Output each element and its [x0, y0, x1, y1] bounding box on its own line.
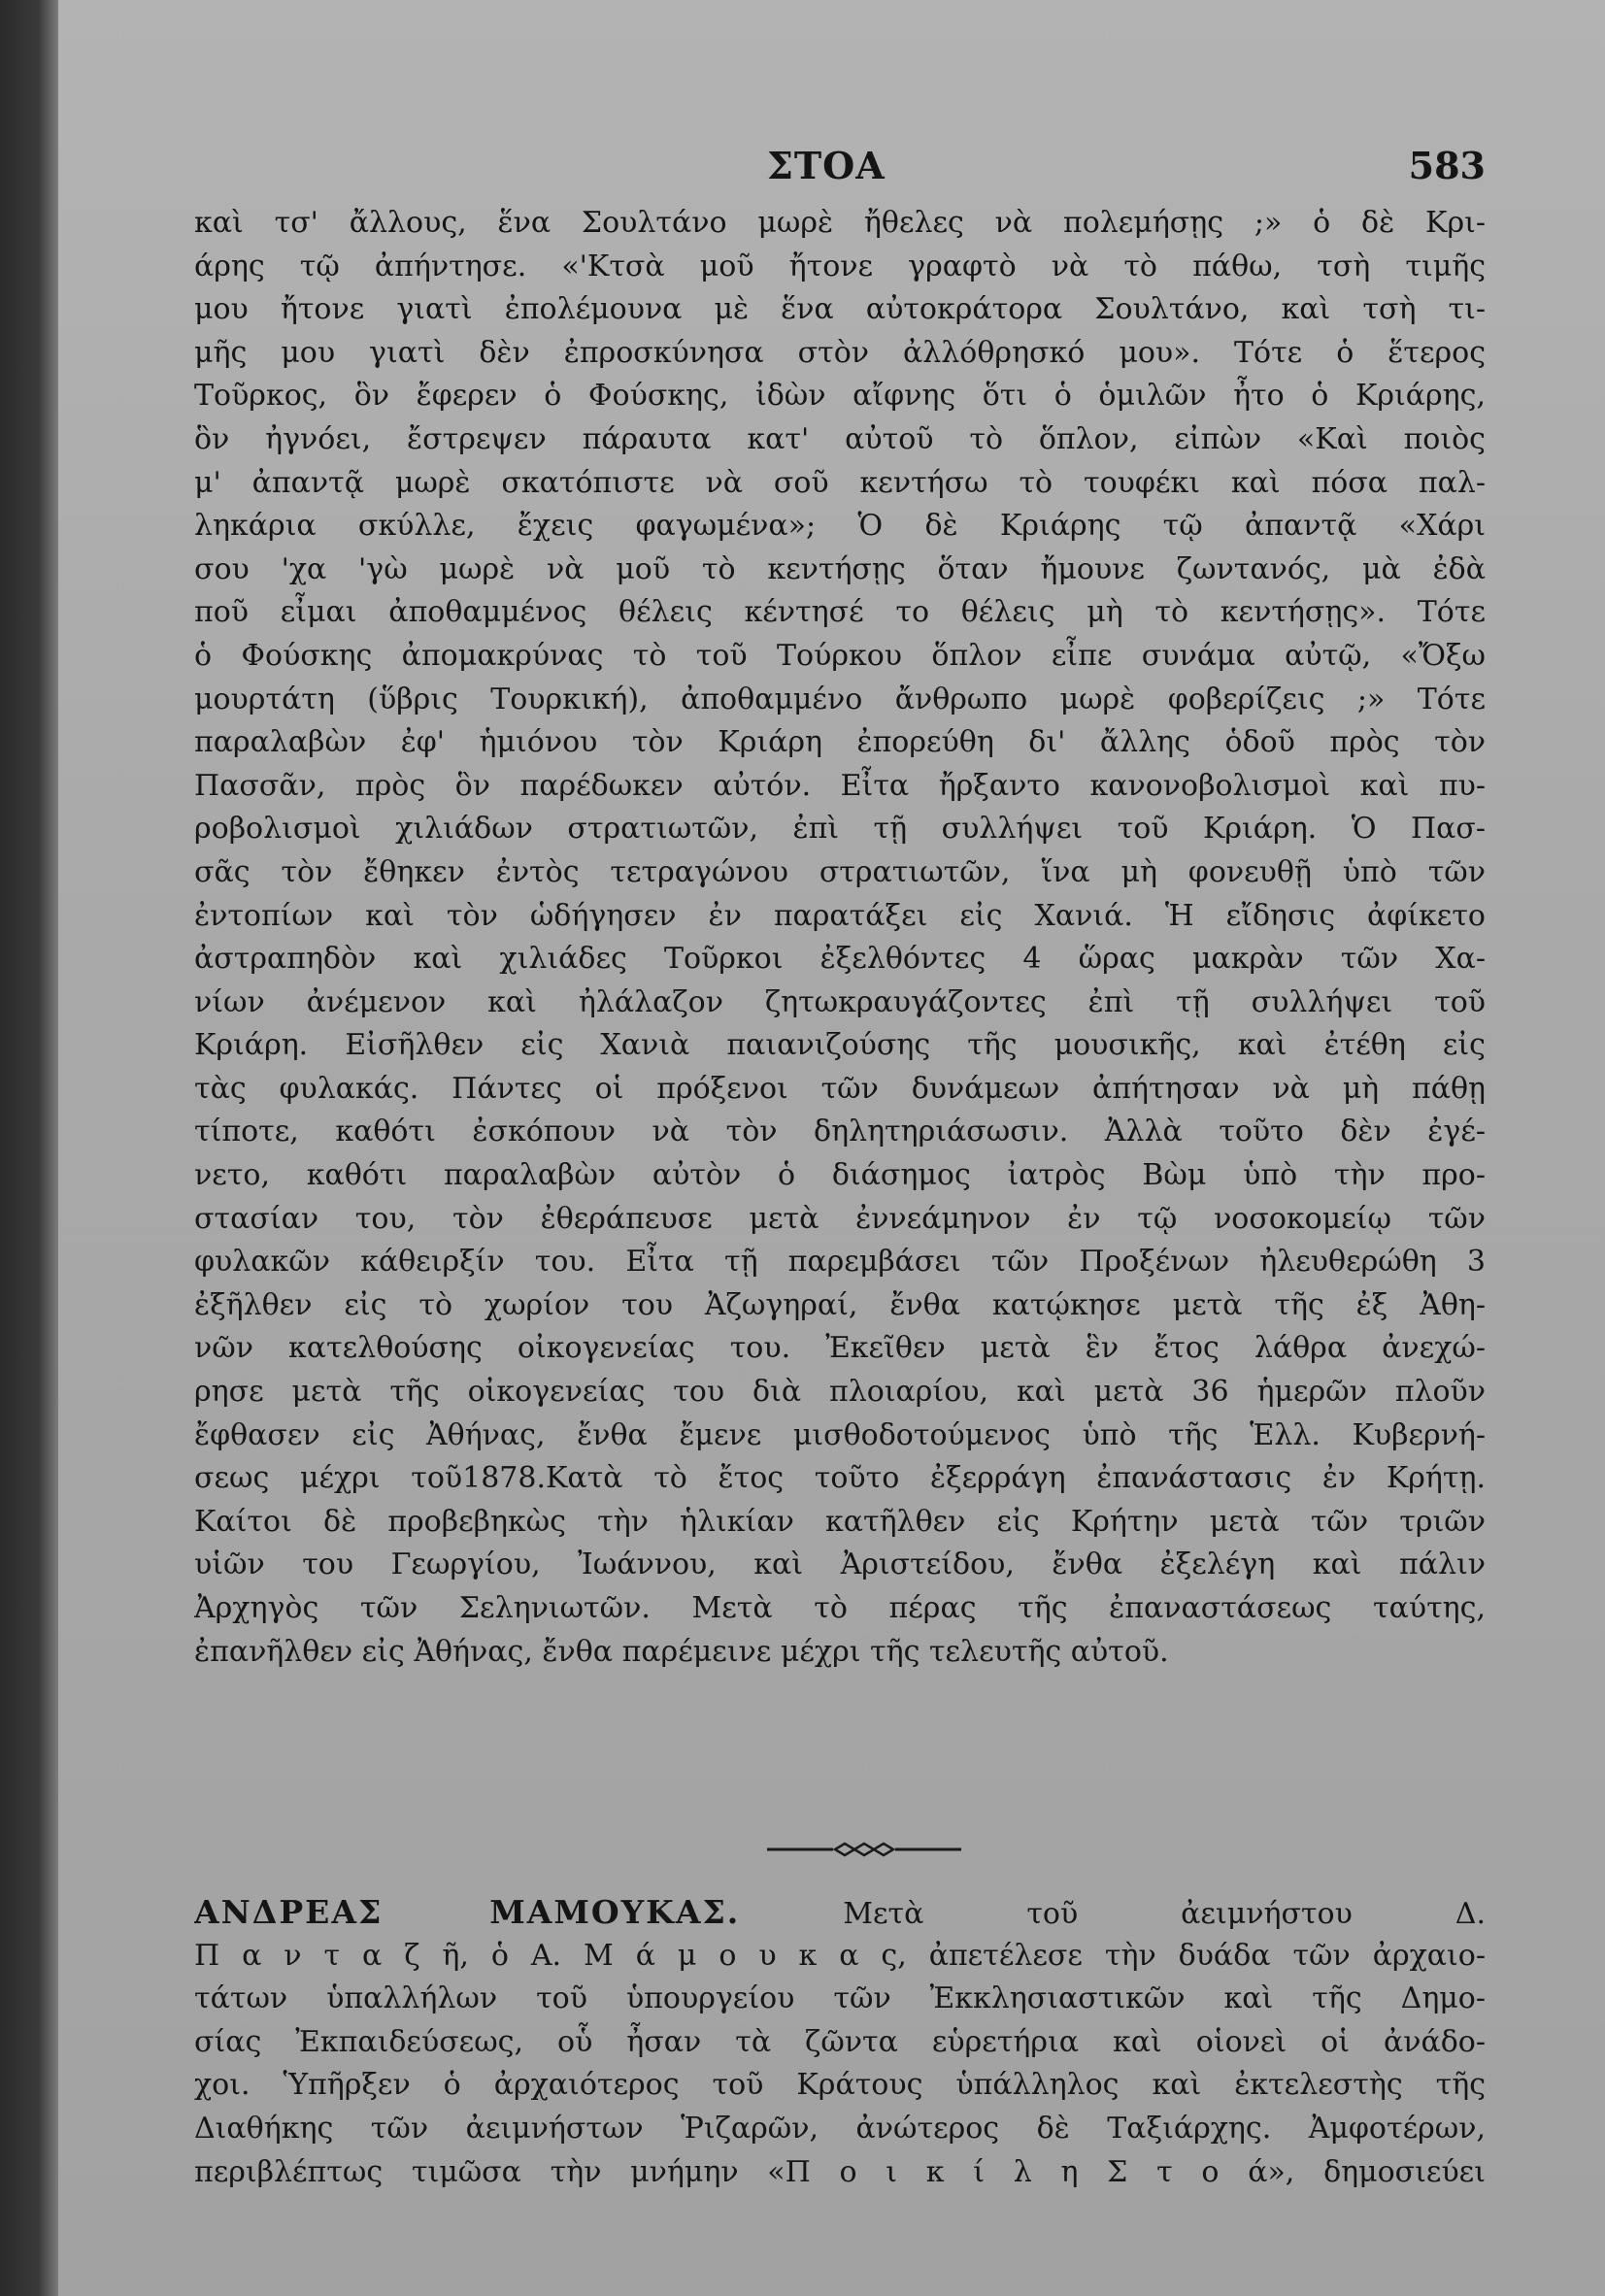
text-line: ληκάρια σκύλλε, ἔχεις φαγωμένα»; Ὁ δὲ Κριάρης τῷ ἀπαντᾷ «Χάρι — [194, 509, 1486, 544]
text-line: παραλαβὼν ἐφ' ἡμιόνου τὸν Κριάρη ἐπορεύθη δι' ἄλλης ὁδοῦ πρὸς τὸν — [194, 725, 1486, 760]
text-line: τάτων ὑπαλλήλων τοῦ ὑπουργείου τῶν Ἐκκλησιαστικῶν καὶ τῆς Δημο- — [194, 1981, 1486, 2016]
text-line: σᾶς τὸν ἔθηκεν ἐντὸς τετραγώνου στρατιωτῶν, ἵνα μὴ φονευθῇ ὑπὸ τῶν — [194, 854, 1486, 889]
running-header — [194, 144, 1486, 192]
text-line: σου 'χα 'γὼ μωρὲ νὰ μοῦ τὸ κεντήσῃς ὅταν ἤμουνε ζωντανός, μὰ ἐδὰ — [194, 551, 1486, 586]
text-line: σίας Ἐκπαιδεύσεως, οὗ ἦσαν τὰ ζῶντα εὑρετήρια καὶ οἱονεὶ οἱ ἀνάδο- — [194, 2024, 1486, 2059]
text-line: ὁ Φούσκης ἀπομακρύνας τὸ τοῦ Τούρκου ὅπλον εἶπε συνάμα αὐτῷ, «Ὄξω — [194, 638, 1486, 673]
text-line: ρησε μετὰ τῆς οἰκογενείας του διὰ πλοιαρίου, καὶ μετὰ 36 ἡμερῶν πλοῦν — [194, 1375, 1486, 1410]
section-body — [194, 1935, 1486, 2195]
text-line: τίποτε, καθότι ἐσκόπουν νὰ τὸν δηλητηριάσωσιν. Ἀλλὰ τοῦτο δὲν ἐγέ- — [194, 1115, 1486, 1149]
text-line: ἀστραπηδὸν καὶ χιλιάδες Τοῦρκοι ἐξελθόντες 4 ὥρας μακρὰν τῶν Χα- — [194, 942, 1486, 977]
text-line: Καίτοι δὲ προβεβηκὼς τὴν ἡλικίαν κατῆλθεν εἰς Κρήτην μετὰ τῶν τριῶν — [194, 1504, 1486, 1539]
text-line: Τοῦρκος, ὃν ἔφερεν ὁ Φούσκης, ἰδὼν αἴφνης ὅτι ὁ ὁμιλῶν ἦτο ὁ Κριάρης, — [194, 379, 1486, 414]
text-line: σεως μέχρι τοῦ1878.Κατὰ τὸ ἔτος τοῦτο ἐξερράγη ἐπανάστασις ἐν Κρήτῃ. — [194, 1461, 1486, 1496]
text-line: περιβλέπτως τιμῶσα τὴν μνήμην «Π ο ι κ ί λ η Σ τ ο ά», δημοσιεύει — [194, 2154, 1486, 2189]
text-line: νετο, καθότι παραλαβὼν αὐτὸν ὁ διάσημος ἰατρὸς Βὼμ ὑπὸ τὴν προ- — [194, 1158, 1486, 1193]
section-first-line-text: Μετὰ τοῦ ἀειμνήστου Δ. — [843, 1897, 1486, 1931]
text-line: άρης τῷ ἀπήντησε. «'Κτσὰ μοῦ ἤτονε γραφτὸ νὰ τὸ πάθω, τσὴ τιμῆς — [194, 249, 1486, 283]
page-number: 583 — [1408, 144, 1486, 187]
text-line: ἔφθασεν εἰς Ἀθήνας, ἔνθα ἔμενε μισθοδοτούμενος ὑπὸ τῆς Ἑλλ. Κυβερνή- — [194, 1417, 1486, 1452]
text-line: μῆς μου γιατὶ δὲν ἐπροσκύνησα στὸν ἀλλόθρησκό μου». Τότε ὁ ἕτερος — [194, 335, 1486, 370]
section-heading-line — [194, 1891, 1486, 1935]
text-line: ποῦ εἶμαι ἀποθαμμένος θέλεις κέντησέ το θέλεις μὴ τὸ κεντήσῃς». Τότε — [194, 595, 1486, 630]
text-line: τὰς φυλακάς. Πάντες οἱ πρόξενοι τῶν δυνάμεων ἀπήτησαν νὰ μὴ πάθῃ — [194, 1071, 1486, 1106]
binding-shadow — [0, 0, 58, 2296]
text-line: νίων ἀνέμενον καὶ ἠλάλαζον ζητωκραυγάζοντες ἐπὶ τῇ συλλήψει τοῦ — [194, 984, 1486, 1019]
text-line: χοι. Ὑπῆρξεν ὁ ἀρχαιότερος τοῦ Κράτους ὑπάλληλος καὶ ἐκτελεστὴς τῆς — [194, 2068, 1486, 2103]
text-line: μου ἤτονε γιατὶ ἐπολέμουνα μὲ ἕνα αὐτοκράτορα Σουλτάνο, καὶ τσὴ τι- — [194, 292, 1486, 327]
text-line: Ἀρχηγὸς τῶν Σεληνιωτῶν. Μετὰ τὸ πέρας τῆς ἐπαναστάσεως ταύτης, — [194, 1591, 1486, 1625]
section-heading: ΑΝΔΡΕΑΣ ΜΑΜΟΥΚΑΣ. — [194, 1893, 741, 1931]
text-line: Π α ν τ α ζ ῆ, ὁ Α. Μ ά μ ο υ κ α ς, ἀπετέλεσε τὴν δυάδα τῶν ἀρχαιο- — [194, 1938, 1486, 1973]
text-line: ἐξῆλθεν εἰς τὸ χωρίον του Ἀζωγηραί, ἔνθα κατῴκησε μετὰ τῆς ἐξ Ἀθη- — [194, 1287, 1486, 1322]
text-line: ροβολισμοὶ χιλιάδων στρατιωτῶν, ἐπὶ τῇ συλλήψει τοῦ Κριάρη. Ὁ Πασ- — [194, 812, 1486, 847]
text-line: Πασσᾶν, πρὸς ὃν παρέδωκεν αὐτόν. Εἶτα ἤρξαντο κανονοβολισμοὶ καὶ πυ- — [194, 768, 1486, 803]
body-text — [194, 202, 1486, 1674]
text-line: Κριάρη. Εἰσῆλθεν εἰς Χανιὰ παιανιζούσης τῆς μουσικῆς, καὶ ἐτέθη εἰς — [194, 1028, 1486, 1063]
text-line: ὃν ἠγνόει, ἔστρεψεν πάραυτα κατ' αὐτοῦ τὸ ὅπλον, εἰπὼν «Καὶ ποιὸς — [194, 421, 1486, 456]
text-line: νῶν κατελθούσης οἰκογενείας του. Ἐκεῖθεν μετὰ ἓν ἔτος λάθρα ἀνεχώ- — [194, 1331, 1486, 1366]
text-line: στασίαν του, τὸν ἐθεράπευσε μετὰ ἐννεάμηνον ἐν τῷ νοσοκομείῳ τῶν — [194, 1201, 1486, 1236]
text-line: Διαθήκης τῶν ἀειμνήστων Ῥιζαρῶν, ἀνώτερος δὲ Ταξιάρχης. Ἀμφοτέρων, — [194, 2111, 1486, 2146]
text-line: ἐντοπίων καὶ τὸν ὡδήγησεν ἐν παρατάξει εἰς Χανιά. Ἡ εἴδησις ἀφίκετο — [194, 898, 1486, 933]
text-line: ἐπανῆλθεν εἰς Ἀθήνας, ἔνθα παρέμεινε μέχρι τῆς τελευτῆς αὐτοῦ. — [194, 1634, 1169, 1669]
text-line: καὶ τσ' ἄλλους, ἕνα Σουλτάνο μωρὲ ἤθελες νὰ πολεμήσῃς ;» ὁ δὲ Κρι- — [194, 206, 1486, 240]
ornamental-separator — [767, 1838, 961, 1861]
text-line: υἱῶν του Γεωργίου, Ἰωάννου, καὶ Ἀριστείδου, ἔνθα ἐξελέγη καὶ πάλιν — [194, 1547, 1486, 1582]
text-line: μουρτάτη (ὕβρις Τουρκική), ἀποθαμμένο ἄνθρωπο μωρὲ φοβερίζεις ;» Τότε — [194, 682, 1486, 716]
running-title: ΣΤΟΑ — [767, 144, 886, 187]
text-line: μ' ἀπαντᾷ μωρὲ σκατόπιστε νὰ σοῦ κεντήσω τὸ τουφέκι καὶ πόσα παλ- — [194, 465, 1486, 500]
section-mamoukas — [194, 1891, 1486, 2194]
text-line: φυλακῶν κάθειρξίν του. Εἶτα τῇ παρεμβάσει τῶν Προξένων ἠλευθερώθη 3 — [194, 1245, 1486, 1280]
